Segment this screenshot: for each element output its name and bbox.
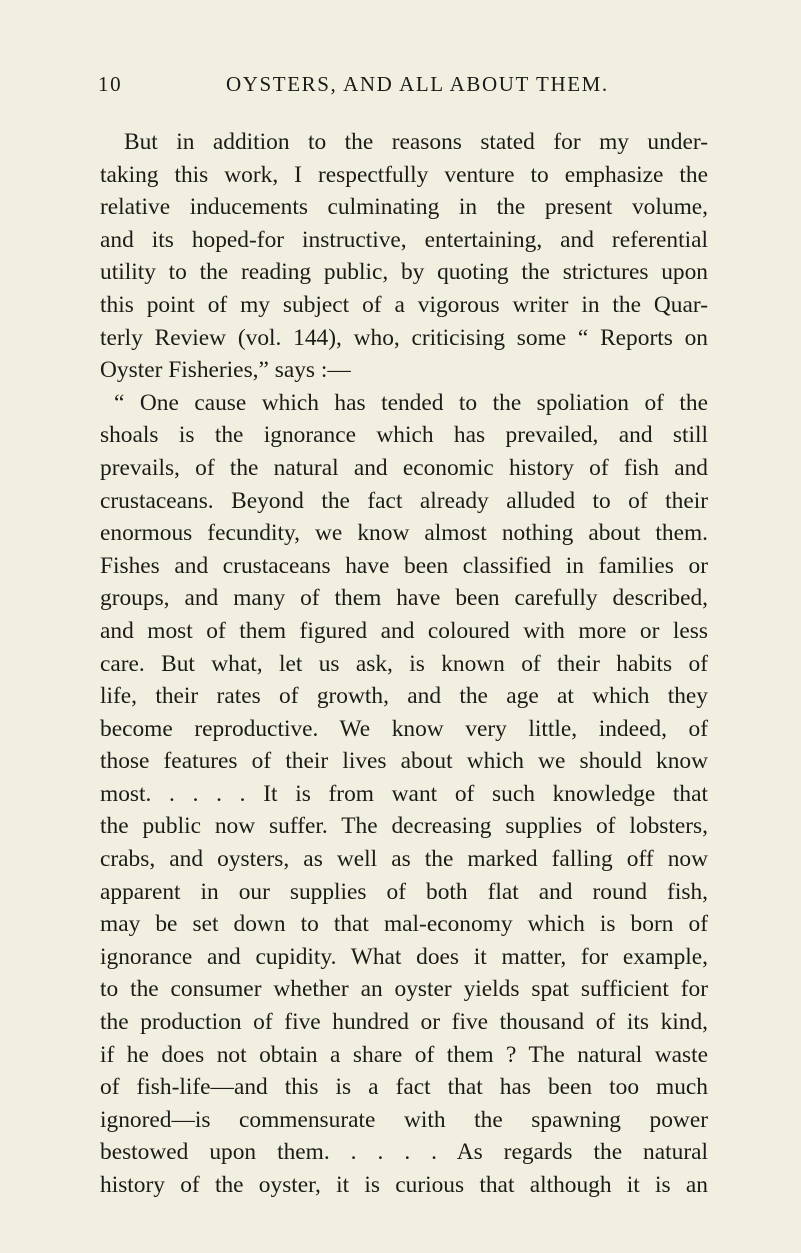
- text-line: most. . . . . It is from want of such knowledge that: [100, 780, 708, 807]
- body-text: [100, 126, 708, 1202]
- text-line: if he does not obtain a share of them ? The natural waste: [100, 1041, 708, 1068]
- text-line: care. But what, let us ask, is known of their habits of: [100, 650, 708, 677]
- text-line: Fishes and crustaceans have been classified in families or: [100, 552, 708, 579]
- text-line: “ One cause which has tended to the spoliation of the: [114, 389, 708, 416]
- text-line: apparent in our supplies of both flat and round fish,: [100, 878, 708, 905]
- text-line: prevails, of the natural and economic history of fish and: [100, 454, 708, 481]
- text-line: become reproductive. We know very little, indeed, of: [100, 715, 708, 742]
- text-line: the production of five hundred or five thousand of its kind,: [100, 1009, 708, 1036]
- running-head: OYSTERS, AND ALL ABOUT THEM.: [226, 72, 609, 96]
- text-line: terly Review (vol. 144), who, criticising some “ Reports on: [100, 324, 708, 351]
- text-line: to the consumer whether an oyster yields spat sufficient for: [100, 976, 708, 1003]
- text-line: and most of them figured and coloured with more or less: [100, 617, 708, 644]
- page-number: 10: [98, 72, 123, 96]
- text-line: shoals is the ignorance which has prevailed, and still: [100, 422, 708, 449]
- text-line: relative inducements culminating in the present volume,: [100, 194, 708, 221]
- text-line: crustaceans. Beyond the fact already alluded to of their: [100, 487, 708, 514]
- text-line: bestowed upon them. . . . . As regards the natural: [100, 1139, 708, 1166]
- text-line: this point of my subject of a vigorous writer in the Quar-: [100, 291, 708, 318]
- text-line: the public now suffer. The decreasing supplies of lobsters,: [100, 813, 708, 840]
- page-header: [98, 72, 708, 108]
- text-line: life, their rates of growth, and the age at which they: [100, 683, 708, 710]
- text-line: those features of their lives about which we should know: [100, 748, 708, 775]
- text-line: enormous fecundity, we know almost nothing about them.: [100, 520, 708, 547]
- text-line: Oyster Fisheries,” says :—: [100, 357, 351, 384]
- text-line: ignored—is commensurate with the spawning power: [100, 1106, 708, 1133]
- text-line: may be set down to that mal-economy which is born of: [100, 911, 708, 938]
- text-line: ignorance and cupidity. What does it matter, for example,: [100, 943, 708, 970]
- text-line: crabs, and oysters, as well as the marked falling off now: [100, 846, 708, 873]
- text-line: taking this work, I respectfully venture to emphasize the: [100, 161, 708, 188]
- text-line: history of the oyster, it is curious that although it is an: [100, 1172, 708, 1198]
- text-line: But in addition to the reasons stated for my under-: [124, 129, 708, 155]
- text-line: and its hoped-for instructive, entertaining, and referential: [100, 226, 708, 253]
- text-line: of fish-life—and this is a fact that has been too much: [100, 1074, 708, 1101]
- text-line: utility to the reading public, by quoting the strictures upon: [100, 259, 708, 286]
- text-line: groups, and many of them have been carefully described,: [100, 585, 708, 612]
